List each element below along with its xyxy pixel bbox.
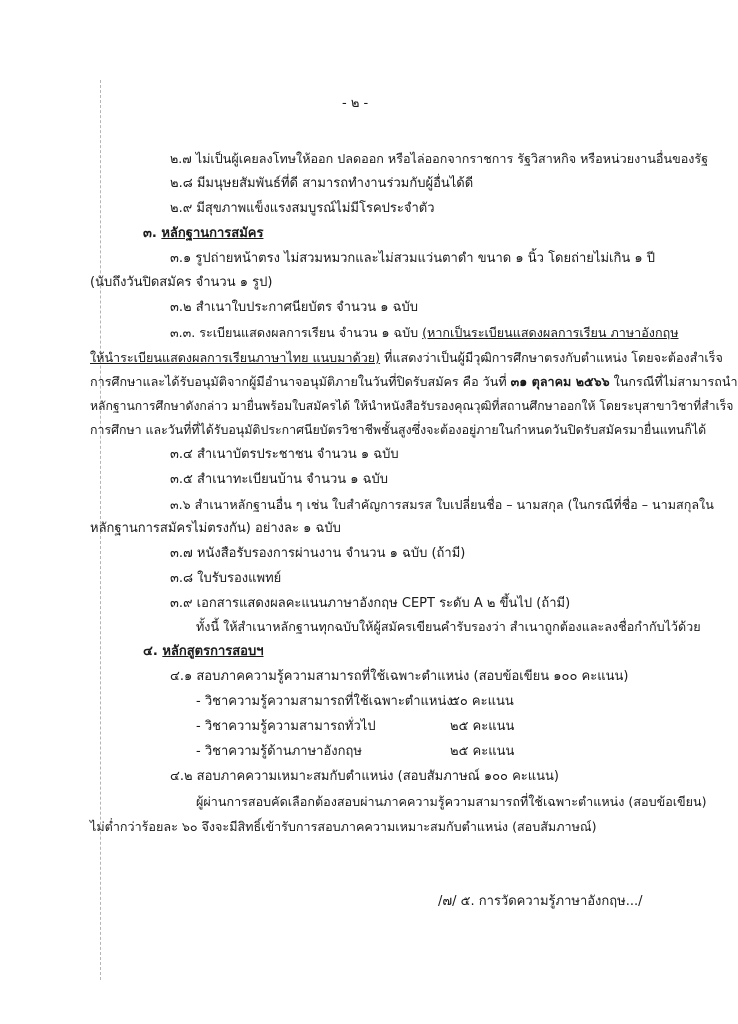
item-3-6-line2: หลักฐานการสมัครไม่ตรงกัน) อย่างละ ๑ ฉบับ [90,521,341,536]
item-4-1: ๔.๑ สอบภาคความรู้ความสามารถที่ใช้เฉพาะตำแหน่ง (สอบข้อเขียน ๑๐๐ คะแนน) [170,669,629,684]
section-3-title: หลักฐานการสมัคร [161,226,264,241]
item-3-3-deadline-date: ๓๑ ตุลาคม ๒๕๖๖ [510,374,610,389]
item-3-4: ๓.๔ สำเนาบัตรประชาชน จำนวน ๑ ฉบับ [170,447,399,462]
item-2-8: ๒.๘ มีมนุษยสัมพันธ์ที่ดี สามารถทำงานร่วมกับผู้อื่นได้ดี [170,176,474,191]
item-3-3-approval-text: การศึกษาและได้รับอนุมัติจากผู้มีอำนาจอนุมัติภายในวันที่ปิดรับสมัคร คือ วันที่ [90,374,511,389]
subject-specific-knowledge: - วิชาความรู้ความสามารถที่ใช้เฉพาะตำแหน่ง [196,694,453,709]
item-3-9: ๓.๙ เอกสารแสดงผลคะแนนภาษาอังกฤษ CEPT ระดับ A ๒ ขึ้นไป (ถ้ามี) [170,596,571,611]
section-4-paragraph-line1: ผู้ผ่านการสอบคัดเลือกต้องสอบผ่านภาคความรู้ความสามารถที่ใช้เฉพาะตำแหน่ง (สอบข้อเขียน) [196,794,707,809]
section-4-title: หลักสูตรการสอบฯ [162,644,264,659]
item-2-9: ๒.๙ มีสุขภาพแข็งแรงสมบูรณ์ไม่มีโรคประจำตัว [170,201,435,216]
item-3-7: ๓.๗ หนังสือรับรองการผ่านงาน จำนวน ๑ ฉบับ (ถ้ามี) [170,546,466,561]
item-3-8: ๓.๘ ใบรับรองแพทย์ [170,571,282,586]
subject-general-knowledge-score: ๒๕ คะแนน [450,719,515,734]
item-3-5: ๓.๕ สำเนาทะเบียนบ้าน จำนวน ๑ ฉบับ [170,472,389,487]
section-3-note: ทั้งนี้ ให้สำเนาหลักฐานทุกฉบับให้ผู้สมัครเขียนคำรับรองว่า สำเนาถูกต้องและลงชื่อกำกับไว้ด้วย [196,619,701,634]
item-3-3-underlined-note: (หากเป็นระเบียนแสดงผลการเรียน ภาษาอังกฤษ [422,325,679,340]
item-3-3-underlined-note-cont: ให้นำระเบียนแสดงผลการเรียนภาษาไทย แนบมาด้วย) [90,350,381,365]
item-3-2: ๓.๒ สำเนาใบประกาศนียบัตร จำนวน ๑ ฉบับ [170,300,419,315]
item-3-3-line3 [90,372,738,392]
continued-on-next-page: /๗/ ๕. การวัดความรู้ภาษาอังกฤษ.../ [438,894,643,909]
page-number: - ๒ - [342,96,369,111]
item-2-7: ๒.๗ ไม่เป็นผู้เคยลงโทษให้ออก ปลดออก หรือไล่ออกจากราชการ รัฐวิสาหกิจ หรือหน่วยงานอื่นของรัฐ [170,151,709,166]
section-4-heading [143,642,264,662]
item-3-3-approval-text-cont: ในกรณีที่ไม่สามารถนำ [609,374,738,389]
subject-english: - วิชาความรู้ด้านภาษาอังกฤษ [196,744,362,759]
section-3-heading [143,224,263,244]
section-4-number: ๔. [143,644,158,659]
section-3-number: ๓. [143,226,157,241]
item-3-3-line1 [170,323,679,343]
subject-english-score: ๒๕ คะแนน [450,744,515,759]
section-4-paragraph-line2: ไม่ต่ำกว่าร้อยละ ๖๐ จึงจะมีสิทธิ์เข้ารับการสอบภาคความเหมาะสมกับตำแหน่ง (สอบสัมภาษณ์) [90,819,597,834]
item-3-3-line2 [90,348,723,368]
item-3-3-line5: การศึกษา และวันที่ที่ได้รับอนุมัติประกาศนียบัตรวิชาชีพชั้นสูงซึ่งจะต้องอยู่ภายในกำหนดวันปิดรับสมัครมายื่นแทนก็ได้ [90,422,707,437]
item-3-1-line2: (นับถึงวันปิดสมัคร จำนวน ๑ รูป) [90,275,273,290]
subject-specific-knowledge-score: ๕๐ คะแนน [450,694,514,709]
item-4-2: ๔.๒ สอบภาคความเหมาะสมกับตำแหน่ง (สอบสัมภาษณ์ ๑๐๐ คะแนน) [170,769,560,784]
item-3-1-line1: ๓.๑ รูปถ่ายหน้าตรง ไม่สวมหมวกและไม่สวมแว่นตาดำ ขนาด ๑ นิ้ว โดยถ่ายไม่เกิน ๑ ปี [170,251,655,266]
subject-general-knowledge: - วิชาความรู้ความสามารถทั่วไป [196,719,376,734]
item-3-6-line1: ๓.๖ สำเนาหลักฐานอื่น ๆ เช่น ใบสำคัญการสมรส ใบเปลี่ยนชื่อ – นามสกุล (ในกรณีที่ชื่อ – นามสกุลใน [170,497,714,512]
item-3-3-text-cont: ที่แสดงว่าเป็นผู้มีวุฒิการศึกษาตรงกับตำแหน่ง โดยจะต้องสำเร็จ [380,350,723,365]
item-3-3-line4: หลักฐานการศึกษาดังกล่าว มายื่นพร้อมใบสมัครได้ ให้นำหนังสือรับรองคุณวุฒิที่สถานศึกษาออกให้ โดยระบุสาขาวิชาที่สำเร็จ [90,399,734,413]
item-3-3-text: ๓.๓. ระเบียนแสดงผลการเรียน จำนวน ๑ ฉบับ [170,325,423,340]
